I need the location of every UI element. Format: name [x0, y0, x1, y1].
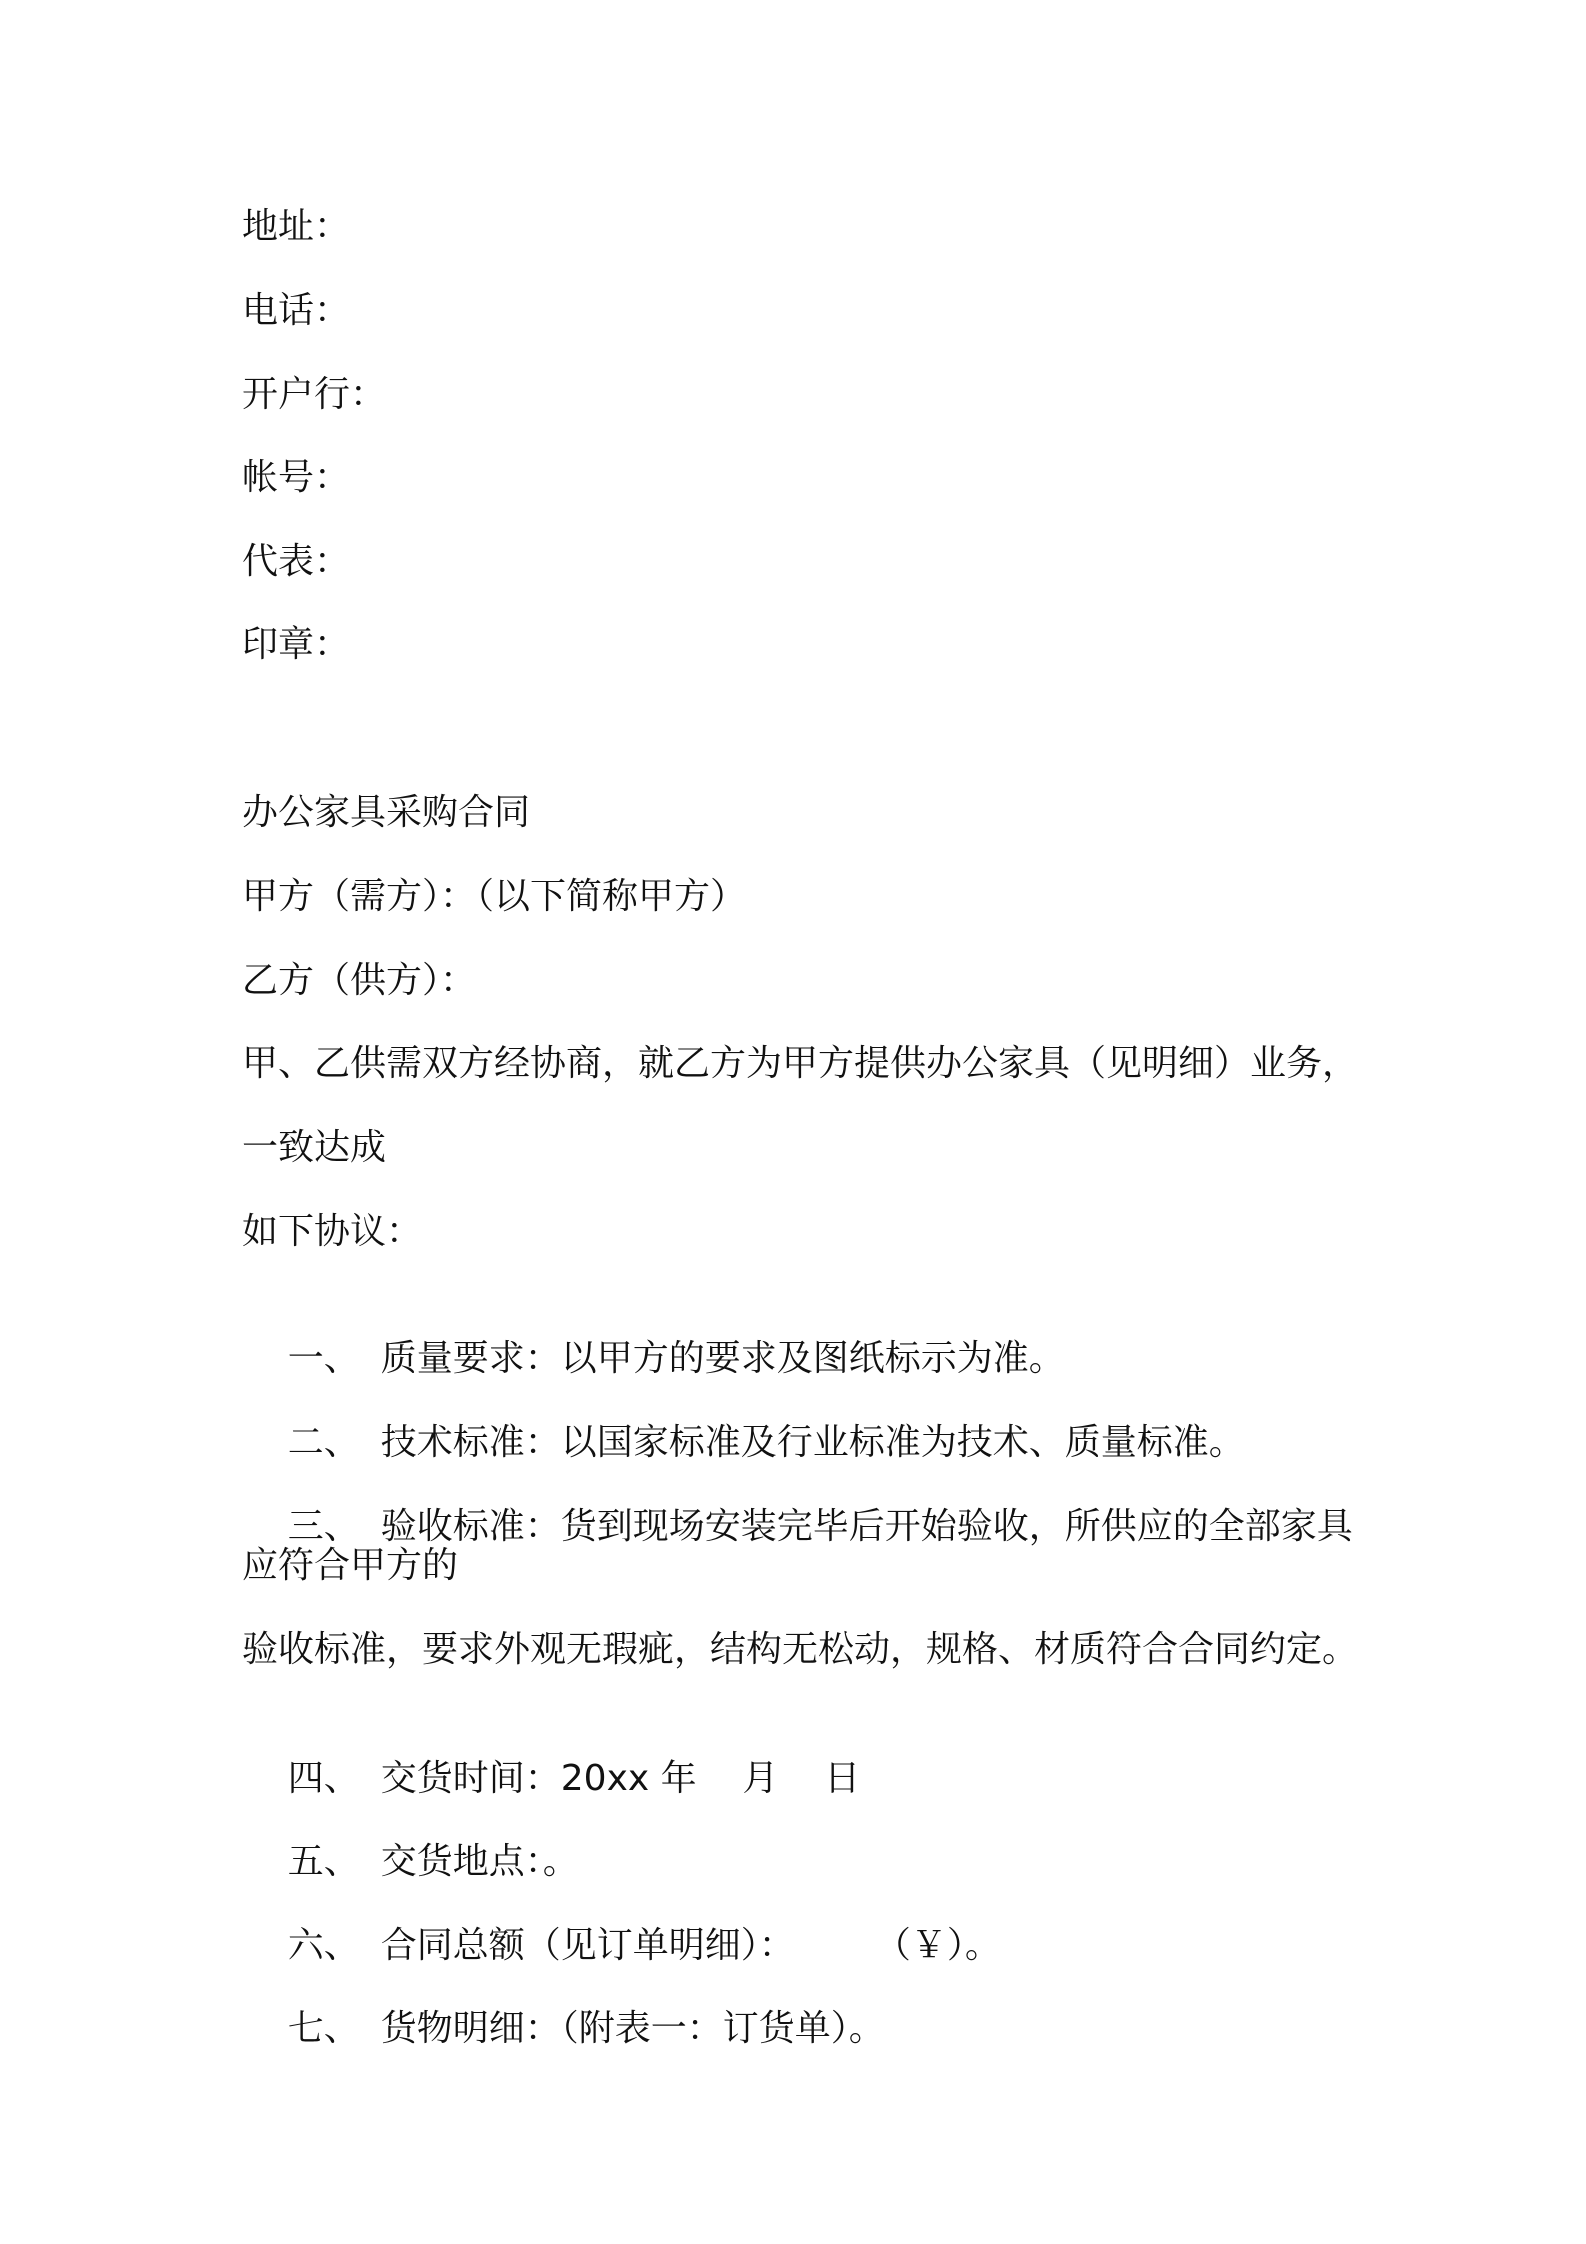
- party-a-line: 甲方（需方）：（以下简称甲方）: [242, 876, 747, 917]
- clause-text: 技术标准：以国家标准及行业标准为技术、质量标准。: [380, 1422, 1245, 1463]
- clause-number: 一、: [287, 1338, 360, 1379]
- clause-number: 二、: [287, 1422, 360, 1463]
- clause-text: 交货地点：。: [380, 1841, 579, 1882]
- clause-text: 交货时间：20xx 年 月 日: [380, 1758, 861, 1799]
- clause-number: 七、: [287, 2008, 360, 2049]
- account-label: 帐号：: [242, 457, 351, 498]
- clause-3-continuation-1: 应符合甲方的: [242, 1545, 459, 1586]
- clause-number: 五、: [287, 1841, 360, 1882]
- clause-number: 四、: [287, 1758, 360, 1799]
- bank-label: 开户行：: [242, 374, 387, 415]
- clause-number: 六、: [287, 1925, 360, 1966]
- intro-line-2: 一致达成: [242, 1127, 387, 1168]
- party-b-line: 乙方（供方）：: [242, 960, 477, 1001]
- intro-line-1: 甲、乙供需双方经协商，就乙方为甲方提供办公家具（见明细）业务，: [242, 1043, 1359, 1084]
- address-label: 地址：: [242, 206, 351, 247]
- clause-text: 验收标准：货到现场安装完毕后开始验收，所供应的全部家具: [380, 1506, 1353, 1547]
- clause-text: 质量要求：以甲方的要求及图纸标示为准。: [380, 1338, 1065, 1379]
- clause-7: [242, 1963, 885, 2095]
- clause-3-continuation-2: 验收标准，要求外观无瑕疵，结构无松动，规格、材质符合合同约定。: [242, 1629, 1359, 1670]
- clause-text: 货物明细：（附表一：订货单）。: [380, 2008, 885, 2049]
- intro-line-3: 如下协议：: [242, 1211, 423, 1252]
- contract-title: 办公家具采购合同: [242, 792, 531, 833]
- representative-label: 代表：: [242, 541, 351, 582]
- seal-label: 印章：: [242, 624, 351, 665]
- phone-label: 电话：: [242, 290, 351, 331]
- clause-number: 三、: [287, 1506, 360, 1547]
- clause-text: 合同总额（见订单明细）： （￥）。: [380, 1925, 1001, 1966]
